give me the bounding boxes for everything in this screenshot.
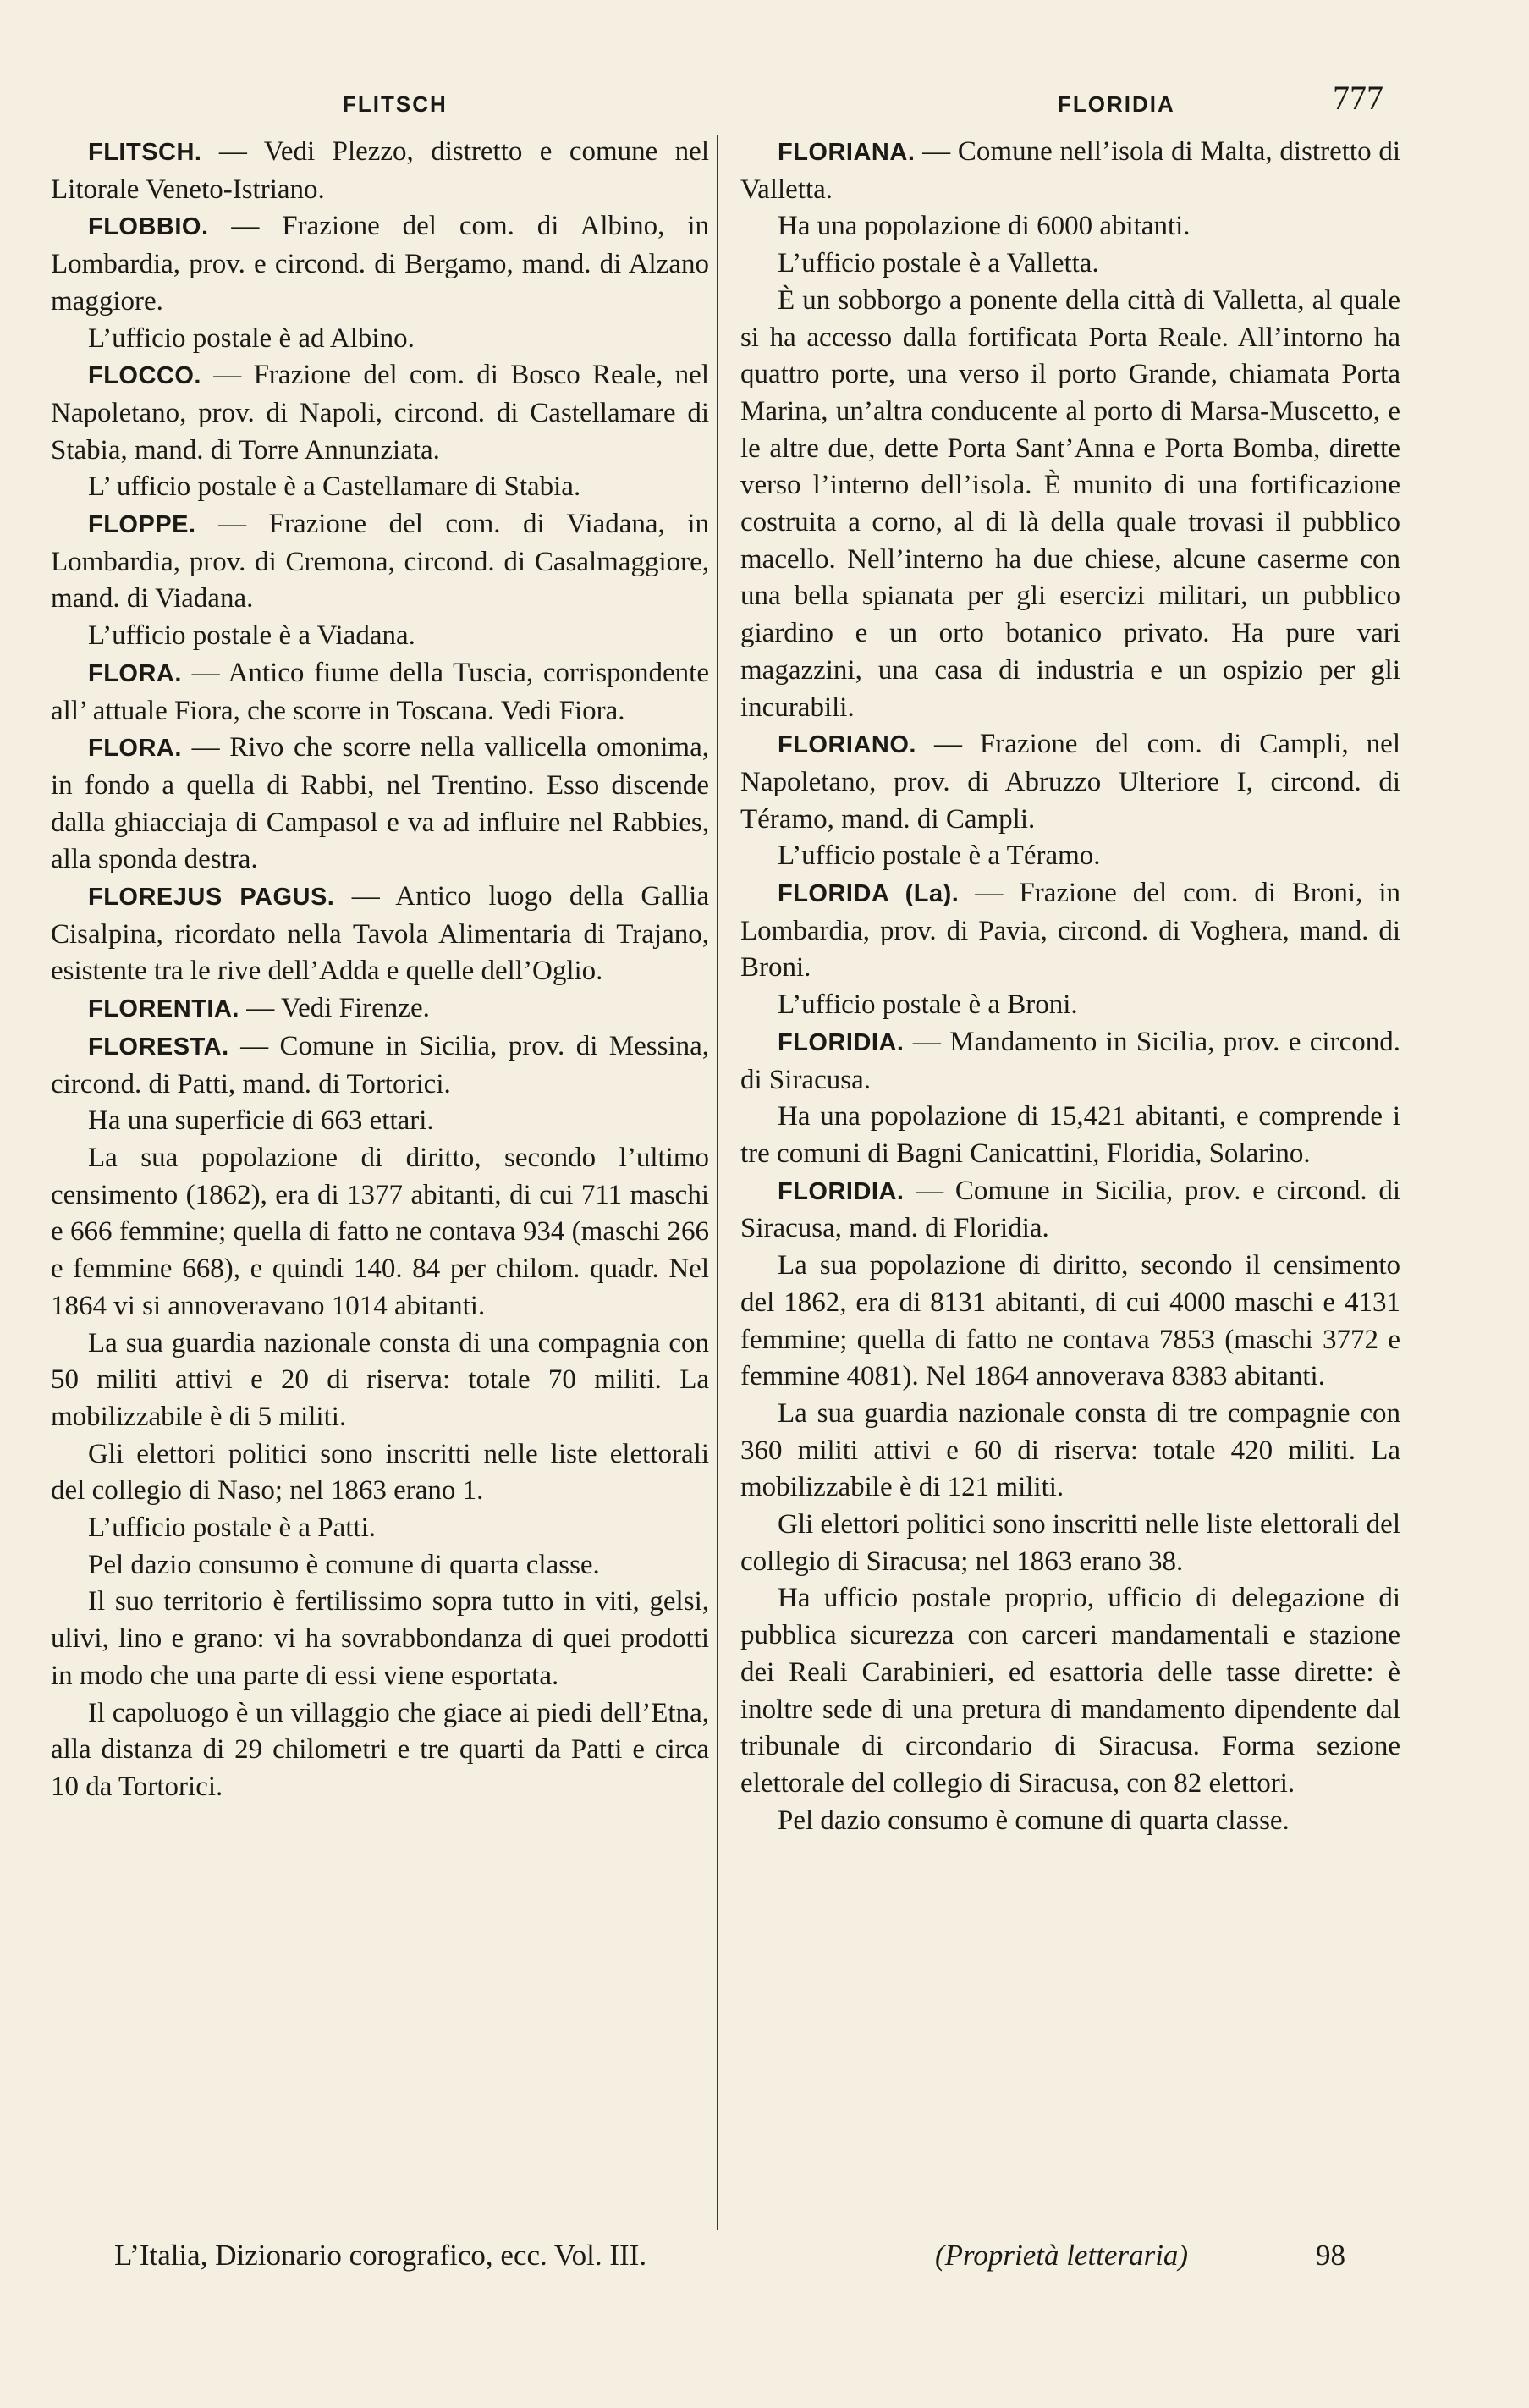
- entry-text: La sua guardia nazionale consta di una compagnia con 50 militi attivi e 20 di riserva: totale 70 militi. La mobilizzabile è di 5 militi.: [51, 1327, 709, 1432]
- entry-text: L’ufficio postale è a Téramo.: [778, 840, 1101, 872]
- entry-paragraph: [740, 1099, 1400, 1172]
- entry-text: — Comune nell’isola di Malta, distretto di Valletta.: [740, 136, 1400, 205]
- entry-text: Ha una superficie di 663 ettari.: [88, 1105, 434, 1137]
- running-head-left: FLITSCH: [343, 91, 448, 117]
- dictionary-entry: [51, 134, 709, 208]
- dictionary-entry: [51, 1028, 709, 1103]
- entry-paragraph: [51, 1140, 709, 1325]
- dictionary-entry: [740, 875, 1400, 987]
- dictionary-entry: [740, 1173, 1400, 1248]
- entry-text: La sua popolazione di diritto, secondo l’ultimo censimento (1862), era di 1377 abitanti, di cui 711 maschi e 666 femmine; quella di fatto ne contava 934 (maschi 266 e femmine 668), e quindi 140. 84 per chilom. quadr. Nel 1864 vi si annoveravano 1014 abitanti.: [51, 1142, 709, 1321]
- entry-text: Pel dazio consumo è comune di quarta classe.: [88, 1549, 600, 1580]
- entry-paragraph: [51, 469, 709, 506]
- entry-headword: FLOBBIO.: [88, 213, 209, 241]
- entry-text: L’ufficio postale è a Viadana.: [88, 620, 415, 652]
- entry-headword: FLOPPE.: [88, 511, 196, 539]
- entry-paragraph: [740, 208, 1400, 245]
- entry-text: — Vedi Firenze.: [239, 993, 430, 1024]
- entry-text: L’ ufficio postale è a Castellamare di Stabia.: [88, 471, 581, 503]
- entry-paragraph: [740, 283, 1400, 726]
- entry-paragraph: [740, 1803, 1400, 1840]
- left-column: [51, 134, 709, 1806]
- entry-headword: FLOCCO.: [88, 362, 201, 390]
- entry-headword: FLORIDIA.: [778, 1177, 905, 1205]
- entry-paragraph: [740, 1248, 1400, 1396]
- dictionary-entry: [740, 134, 1400, 208]
- entry-headword: FLORENTIA.: [88, 995, 239, 1023]
- entry-text: L’ufficio postale è a Patti.: [88, 1513, 377, 1544]
- entry-paragraph: [51, 1584, 709, 1694]
- entry-text: L’ufficio postale è a Valletta.: [778, 248, 1099, 279]
- entry-text: — Mandamento in Sicilia, prov. e circond. di Siracusa.: [740, 1026, 1400, 1095]
- entry-paragraph: [740, 1507, 1400, 1580]
- dictionary-entry: [51, 208, 709, 320]
- dictionary-entry: [740, 1024, 1400, 1099]
- footer-signature-number: 98: [1316, 2239, 1345, 2272]
- entry-text: — Comune in Sicilia, prov. di Messina, circond. di Patti, mand. di Tortorici.: [51, 1030, 709, 1099]
- entry-text: Pel dazio consumo è comune di quarta classe.: [778, 1805, 1290, 1836]
- entry-headword: FLORESTA.: [88, 1033, 229, 1061]
- dictionary-entry: [51, 506, 709, 618]
- entry-paragraph: [740, 987, 1400, 1024]
- entry-text: — Rivo che scorre nella vallicella omonima, in fondo a quella di Rabbi, nel Trentino. Esso discende dalla ghiacciaja di Campasol e va ad influire nel Rabbies, alla sponda destra.: [51, 732, 709, 875]
- entry-text: — Vedi Plezzo, distretto e comune nel Litorale Veneto-Istriano.: [51, 136, 709, 205]
- entry-paragraph: [51, 618, 709, 655]
- entry-paragraph: [740, 1396, 1400, 1507]
- entry-text: Ha ufficio postale proprio, ufficio di delegazione di pubblica sicurezza con carceri mandamentali e stazione dei Reali Carabinieri, ed esattoria delle tasse dirette: è inoltre sede di una pretura di mandamento dipendente dal tribunale di circondario di Siracusa. Forma sezione elettorale del collegio di Siracusa, con 82 elettori.: [740, 1583, 1400, 1799]
- entry-text: — Frazione del com. di Broni, in Lombardia, prov. di Pavia, circond. di Voghera, mand. di Broni.: [740, 878, 1400, 984]
- entry-text: La sua popolazione di diritto, secondo il censimento del 1862, era di 8131 abitanti, di cui 4000 maschi e 4131 femmine; quella di fatto ne contava 7853 (maschi 3772 e femmine 4081). Nel 1864 annoverava 8383 abitanti.: [740, 1250, 1400, 1392]
- entry-headword: FLOREJUS PAGUS.: [88, 884, 335, 912]
- entry-paragraph: [51, 1547, 709, 1584]
- entry-text: — Antico fiume della Tuscia, corrispondente all’ attuale Fiora, che scorre in Toscana. Vedi Fiora.: [51, 657, 709, 726]
- entry-text: L’ufficio postale è a Broni.: [778, 989, 1078, 1021]
- entry-headword: FLORA.: [88, 659, 182, 687]
- entry-text: — Comune in Sicilia, prov. e circond. di Siracusa, mand. di Floridia.: [740, 1175, 1400, 1244]
- dictionary-entry: [51, 357, 709, 469]
- entry-text: Gli elettori politici sono inscritti nelle liste elettorali del collegio di Naso; nel 1863 erano 1.: [51, 1438, 709, 1507]
- entry-paragraph: [740, 245, 1400, 283]
- running-head-right: FLORIDIA: [1058, 91, 1175, 117]
- entry-text: Il suo territorio è fertilissimo sopra tutto in viti, gelsi, ulivi, lino e grano: vi ha sovrabbondanza di quei prodotti in modo che una parte di essi viene esportata.: [51, 1586, 709, 1691]
- entry-headword: FLORIANO.: [778, 731, 916, 759]
- entry-headword: FLORA.: [88, 735, 182, 763]
- entry-text: — Frazione del com. di Campli, nel Napoletano, prov. di Abruzzo Ulteriore I, circond. di Téramo, mand. di Campli.: [740, 729, 1400, 835]
- entry-paragraph: [51, 1695, 709, 1806]
- entry-text: La sua guardia nazionale consta di tre compagnie con 360 militi attivi e 60 di riserva: totale 420 militi. La mobilizzabile è di 121 militi.: [740, 1397, 1400, 1503]
- entry-paragraph: [51, 1510, 709, 1547]
- entry-headword: FLITSCH.: [88, 139, 202, 166]
- column-divider: [717, 135, 718, 2230]
- entry-text: Il capoluogo è un villaggio che giace ai piedi dell’Etna, alla distanza di 29 chilometri e tre quarti da Patti e circa 10 da Tortorici.: [51, 1697, 709, 1802]
- entry-text: Ha una popolazione di 6000 abitanti.: [778, 211, 1191, 242]
- entry-text: È un sobborgo a ponente della città di Valletta, al quale si ha accesso dalla fortificata Porta Reale. All’intorno ha quattro porte, una verso il porto Grande, chiamata Porta Marina, un’altra conducente al porto di Marsa-Muscetto, e le altre due, dette Porta Sant’Anna e Porta Bomba, dirette verso l’interno dell’isola. È munito di una fortificazione costruita a corno, al di là della quale trovasi il pubblico macello. Nell’interno ha due chiese, alcune caserme con una bella spianata per gli esercizi militari, un pubblico giardino e un orto botanico privato. Ha pure vari magazzini, una casa di industria e un ospizio per gli incurabili.: [740, 284, 1400, 723]
- entry-paragraph: [51, 1436, 709, 1510]
- entry-paragraph: [51, 1103, 709, 1140]
- dictionary-entry: [51, 990, 709, 1028]
- entry-headword: FLORIDA (La).: [778, 880, 960, 908]
- dictionary-entry: [51, 730, 709, 879]
- dictionary-entry: [740, 726, 1400, 838]
- entry-paragraph: [740, 1580, 1400, 1802]
- entry-headword: FLORIANA.: [778, 139, 916, 166]
- entry-text: Ha una popolazione di 15,421 abitanti, e comprende i tre comuni di Bagni Canicattini, Floridia, Solarino.: [740, 1101, 1400, 1169]
- footer-title: L’Italia, Dizionario corografico, ecc. Vol. III.: [114, 2239, 647, 2272]
- entry-paragraph: [51, 321, 709, 358]
- page-number: 777: [1333, 79, 1383, 117]
- entry-paragraph: [51, 1325, 709, 1436]
- dictionary-entry: [51, 879, 709, 990]
- entry-text: — Frazione del com. di Bosco Reale, nel Napoletano, prov. di Napoli, circond. di Castellamare di Stabia, mand. di Torre Annunziata.: [51, 360, 709, 466]
- dictionary-entry: [51, 655, 709, 730]
- entry-headword: FLORIDIA.: [778, 1028, 905, 1056]
- entry-text: — Antico luogo della Gallia Cisalpina, ricordato nella Tavola Alimentaria di Trajano, esistente tra le rive dell’Adda e quelle dell’Oglio.: [51, 881, 709, 987]
- entry-text: — Frazione del com. di Albino, in Lombardia, prov. e circond. di Bergamo, mand. di Alzano maggiore.: [51, 211, 709, 317]
- footer-copyright: (Proprietà letteraria): [935, 2239, 1189, 2272]
- entry-text: L’ufficio postale è ad Albino.: [88, 322, 415, 354]
- right-column: [740, 134, 1400, 1839]
- entry-text: — Frazione del com. di Viadana, in Lombardia, prov. di Cremona, circond. di Casalmaggiore, mand. di Viadana.: [51, 509, 709, 614]
- entry-text: Gli elettori politici sono inscritti nelle liste elettorali del collegio di Siracusa; nel 1863 erano 38.: [740, 1509, 1400, 1577]
- entry-paragraph: [740, 838, 1400, 875]
